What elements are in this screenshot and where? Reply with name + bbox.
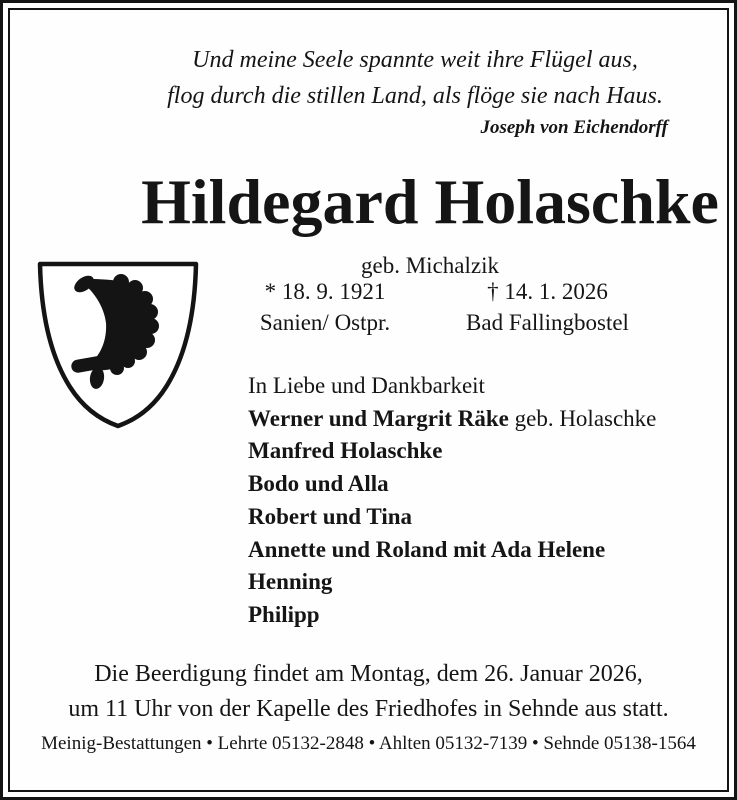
mourner-line: Bodo und Alla: [248, 471, 389, 497]
mourners-list: [248, 370, 656, 632]
inner-border-frame: [8, 8, 729, 792]
mourner-line: Manfred Holaschke: [248, 438, 443, 464]
quote-line-2: flog durch die stillen Land, als flöge sie nach Haus.: [167, 83, 663, 109]
memorial-quote: [130, 42, 700, 114]
mourner-line: Robert und Tina: [248, 503, 413, 529]
mourner-line: Philipp: [248, 601, 320, 627]
maiden-name: geb. Michalzik: [361, 253, 499, 278]
quote-attribution: Joseph von Eichendorff: [480, 117, 668, 138]
mourner-line: Werner und Margrit Räke geb. Holaschke: [248, 405, 657, 431]
quote-line-1: Und meine Seele spannte weit ihre Flügel aus,: [192, 47, 638, 73]
funeral-line-1: Die Beerdigung findet am Montag, dem 26. Januar 2026,: [94, 661, 643, 687]
mourner-line: Annette und Roland mit Ada Helene: [248, 536, 606, 562]
funeral-home-contact: Meinig-Bestattungen • Lehrte 05132-2848 • Ahlten 05132-7139 • Sehnde 05138-1564: [41, 733, 696, 754]
deceased-name: Hildegard Holaschke: [141, 166, 719, 237]
elk-antler-shield-icon: [33, 257, 203, 430]
birth-date: * 18. 9. 1921: [264, 279, 386, 304]
death-date: † 14. 1. 2026: [487, 279, 608, 304]
funeral-announcement: [10, 657, 727, 726]
life-dates: [245, 276, 660, 338]
mourners-intro: In Liebe und Dankbarkeit: [248, 373, 485, 398]
funeral-line-2: um 11 Uhr von der Kapelle des Friedhofes in Sehnde aus statt.: [68, 695, 669, 722]
birth-place: Sanien/ Ostpr.: [259, 310, 391, 335]
mourner-line: Henning: [248, 569, 333, 595]
death-place: Bad Fallingbostel: [466, 310, 629, 335]
